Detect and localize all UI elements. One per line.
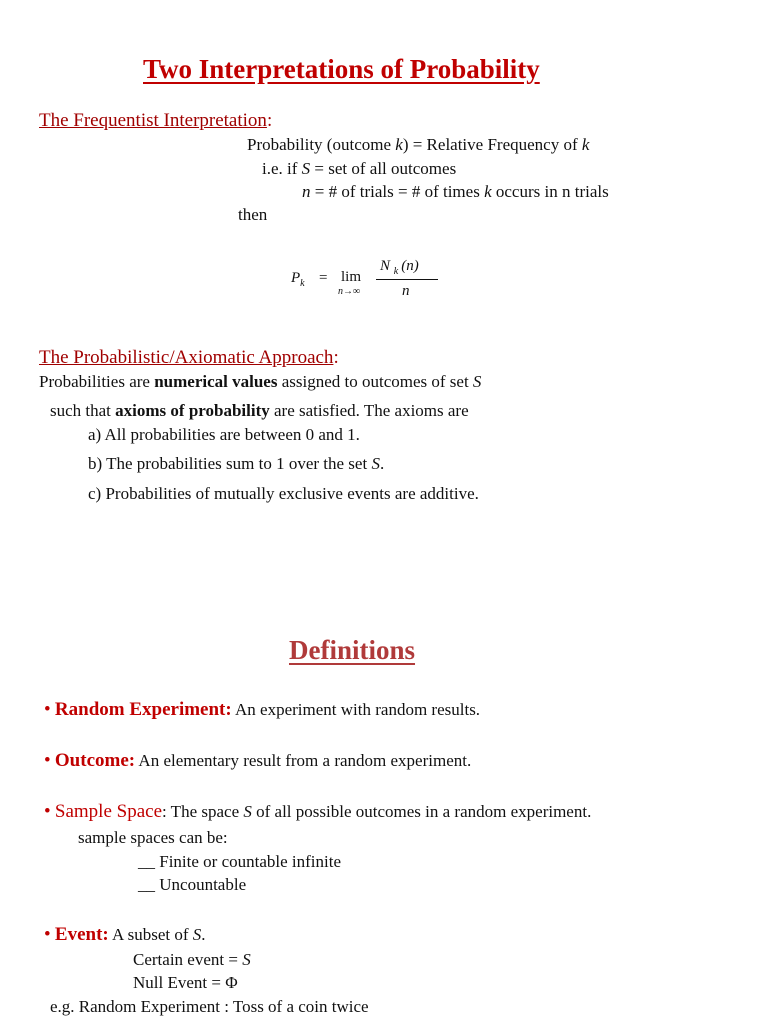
certain-event: Certain event = S [133,950,251,969]
sample-spaces-can-be: sample spaces can be: [78,828,228,847]
def-outcome: • Outcome: An elementary result from a random experiment. [44,750,472,771]
frequentist-line-1: Probability (outcome k) = Relative Frequency of k [247,135,590,154]
formula-denominator: n [402,283,410,299]
definitions-title: Definitions [289,635,416,665]
def-event: • Event: A subset of S. [44,924,206,945]
formula-p: $P_k$ [291,270,305,289]
sample-uncountable: __ Uncountable [138,875,247,894]
def-sample-space: • Sample Space: The space S of all possible outcomes in a random experiment. [44,801,592,822]
example-line: e.g. Random Experiment : Toss of a coin twice [50,997,369,1016]
then-text: then [238,205,268,224]
frequentist-line-2: i.e. if S = set of all outcomes [262,159,457,178]
axiom-a: a) All probabilities are between 0 and 1. [88,425,360,444]
axiomatic-heading: The Probabilistic/Axiomatic Approach: [39,347,339,368]
axiom-c: c) Probabilities of mutually exclusive events are additive. [88,484,479,503]
formula-numerator: N $_k$ (n) [380,258,419,277]
null-event: Null Event = Φ [133,973,238,992]
axiomatic-line-2: such that axioms of probability are satisfied. The axioms are [50,401,469,420]
formula-lim-sub: n→∞ [338,286,361,297]
axiom-b: b) The probabilities sum to 1 over the set S. [88,454,385,473]
fraction-bar [376,279,438,280]
frequentist-heading: The Frequentist Interpretation: [39,110,273,131]
sample-finite: __ Finite or countable infinite [138,852,342,871]
axiomatic-line-1: Probabilities are numerical values assigned to outcomes of set S [39,372,482,391]
formula-lim: lim [341,269,362,285]
page-title: Two Interpretations of Probability [143,54,540,84]
frequentist-line-3: n = # of trials = # of times k occurs in n trials [302,182,609,201]
formula-equals: = [319,270,328,286]
def-random-experiment: • Random Experiment: An experiment with random results. [44,699,481,720]
